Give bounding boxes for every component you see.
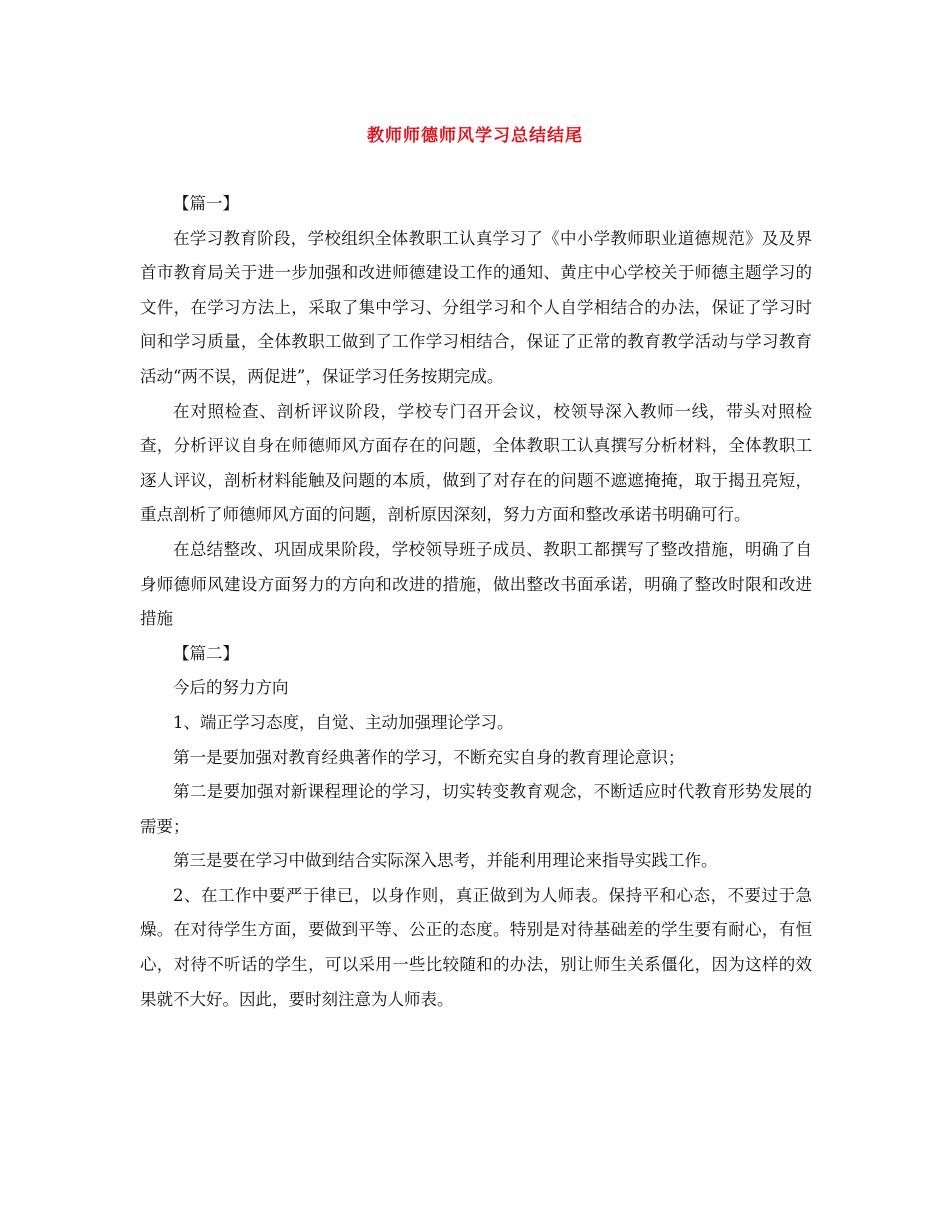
paragraph: 第一是要加强对教育经典著作的学习，不断充实自身的教育理论意识； [173, 747, 685, 767]
document-body [140, 187, 812, 1017]
paragraph: 2、在工作中要严于律已，以身作则，真正做到为人师表。保持平和心态，不要过于急燥。在对待学生方面，要做到平等、公正的态度。特别是对待基础差的学生要有耐心，有恒心，对待不听话的学生，可以采用一些比较随和的办法，别让师生关系僵化，因为这样的效果就不大好。因此，要时刻注意为人师表。 [140, 885, 812, 1009]
paragraph: 今后的努力方向 [173, 678, 289, 698]
section-heading-2: 【篇二】 [173, 643, 239, 663]
section-heading-1: 【篇一】 [173, 194, 239, 213]
paragraph: 在总结整改、巩固成果阶段，学校领导班子成员、教职工都撰写了整改措施，明确了自身师德师风建设方面努力的方向和改进的措施，做出整改书面承诺，明确了整改时限和改进措施 [140, 539, 812, 629]
paragraph: 1、端正学习态度，自觉、主动加强理论学习。 [173, 712, 514, 732]
paragraph: 第二是要加强对新课程理论的学习，切实转变教育观念，不断适应时代教育形势发展的需要； [140, 782, 812, 836]
document-title: 教师师德师风学习总结结尾 [367, 126, 583, 146]
paragraph: 在对照检查、剖析评议阶段，学校专门召开会议，校领导深入教师一线，带头对照检查，分析评议自身在师德师风方面存在的问题，全体教职工认真撰写分析材料，全体教职工逐人评议，剖析材料能触及问题的本质，做到了对存在的问题不遮遮掩掩，取于揭丑亮短，重点剖析了师德师风方面的问题，剖析原因深刻，努力方面和整改承诺书明确可行。 [140, 401, 812, 525]
paragraph: 在学习教育阶段，学校组织全体教职工认真学习了《中小学教师职业道德规范》及及界首市教育局关于进一步加强和改进师德建设工作的通知、黄庄中心学校关于师德主题学习的文件，在学习方法上，采取了集中学习、分组学习和个人自学相结合的办法，保证了学习时间和学习质量，全体教职工做到了工作学习相结合，保证了正常的教育教学活动与学习教育活动“两不误，两促进”，保证学习任务按期完成。 [140, 228, 812, 386]
paragraph: 第三是要在学习中做到结合实际深入思考，并能利用理论来指导实践工作。 [173, 851, 718, 871]
